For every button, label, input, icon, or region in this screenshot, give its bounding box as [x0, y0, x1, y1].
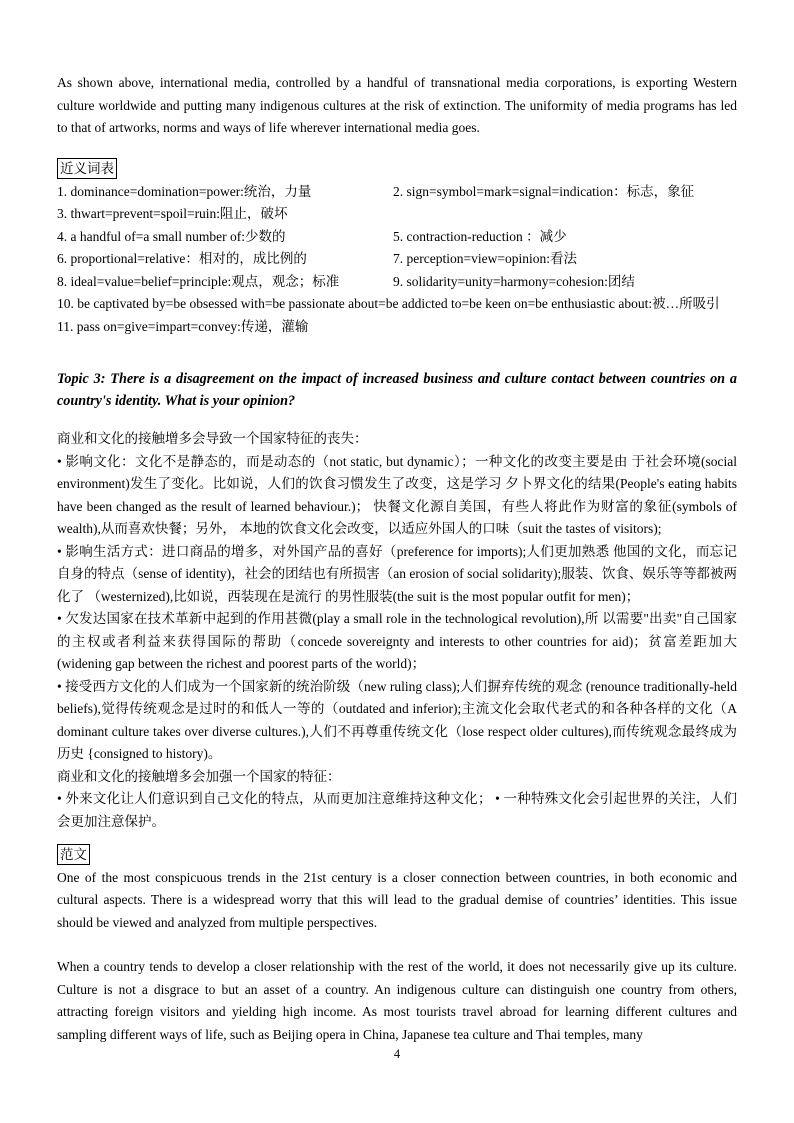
essay-paragraph-2: When a country tends to develop a closer relationship with the rest of the world, it does not necessarily give up its culture. Culture is not a disgrace to but an asset of a country. An indigenous culture can distinguish one country from others, attracting foreign visitors and yielding high income. As most tourists travel abroad for learning different cultures and sampling different ways of life, such as Beijing opera in China, Japanese tea culture and Thai temples, many	[57, 959, 737, 1042]
chinese-notes	[57, 428, 737, 833]
synonym-list	[57, 156, 737, 338]
synonym-item-4: 4. a handful of=a small number of:少数的	[57, 228, 286, 244]
synonym-item-5: 5. contraction-reduction ：减少	[393, 228, 567, 244]
synonym-item-6: 6. proportional=relative：相对的，成比例的	[57, 251, 307, 266]
note-bullet-culture: • 影响文化：文化不是静态的，而是动态的（not static, but dynamic）；一种文化的改变主要是由 于社会环境(social environment)发生了变化。比如说，人们的饮食习惯发生了改变，这是学习 夕卜界文化的结果(People's eating habits have been changed as the result of learned behaviour.)； 快餐文化源自美国，有些人将此作为财富的象征(symbols of wealth),从而喜欢快餐；另外， 本地的饮食文化会改变，以适应外国人的口味（suit the tastes of visitors);	[57, 453, 737, 536]
note-bullet-developing-countries: • 欠发达国家在技术革新中起到的作用甚微(play a small role in the technological revolution),所 以需要"出卖"自己国家的主权或者利益来获得国际的帮助（concede sovereignty and interests to other countries for aid)；贫富差距加大(widening gap between the richest and poorest parts of the world)；	[57, 611, 737, 671]
synonym-item-8: 8. ideal=value=belief=principle:观点，观念；标准	[57, 273, 340, 289]
intro-paragraph: As shown above, international media, controlled by a handful of transnational media corporations, is exporting Western culture worldwide and putting many indigenous cultures at the risk of extinction. The uniformity of media programs has led to that of artworks, norms and ways of life wherever international media goes.	[57, 75, 737, 135]
synonym-item-3: 3. thwart=prevent=spoil=ruin:阻止，破坏	[57, 206, 288, 221]
page-number: 4	[393, 1047, 401, 1061]
essay-heading: 范文	[57, 844, 90, 865]
synonym-heading: 近义词表	[57, 158, 117, 179]
model-essay	[57, 842, 737, 1046]
synonym-item-2: 2. sign=symbol=mark=signal=indication：标志，象征	[393, 183, 695, 199]
loss-intro: 商业和文化的接触增多会导致一个国家特征的丧失：	[57, 431, 368, 446]
topic-title: Topic 3: There is a disagreement on the impact of increased business and culture contact between countries on a country's identity. What is your opinion?	[57, 371, 737, 409]
note-bullet-strengthen: • 外来文化让人们意识到自己文化的特点，从而更加注意维持这种文化； • 一种特殊文化会引起世界的关注，人们会更加注意保护。	[57, 791, 737, 829]
synonym-item-11: 11. pass on=give=impart=convey:传递，灌输	[57, 318, 309, 334]
essay-paragraph-1: One of the most conspicuous trends in the 21st century is a closer connection between countries, in both economic and cultural aspects. There is a widespread worry that this will lead to the gradual demise of countries’ identities. This issue should be viewed and analyzed from multiple perspectives.	[57, 869, 737, 930]
note-bullet-lifestyle: • 影响生活方式：进口商品的增多，对外国产品的喜好（preference for imports);人们更加熟悉 他国的文化，而忘记自身的特点（sense of identity)，社会的团结也有所损害（an erosion of social solidarity);服装、饮食、娱乐等等都被两化了 （westernized),比如说，西装现在是流行 的男性服装(the suit is the most popular outfit for men)；	[57, 543, 737, 604]
note-bullet-ruling-class: • 接受西方文化的人们成为一个国家新的统治阶级（new ruling class);人们摒弃传统的观念 (renounce traditionally-held beliefs),觉得传统观念是过时的和低人一等的（outdated and inferior);主流文化会取代老式的和各种各样的文化（A dominant culture takes over diverse cultures.),人们不再尊重传统文化（lose respect older cultures),而传统观念最终成为历史 {consigned to history)。	[57, 678, 737, 761]
synonym-row	[57, 271, 737, 294]
strengthen-intro: 商业和文化的接触增多会加强一个国家的特征：	[57, 768, 341, 784]
synonym-item-7: 7. perception=view=opinion:看法	[393, 251, 577, 266]
synonym-item-10: 10. be captivated by=be obsessed with=be passionate about=be addicted to=be keen on=be enthusiastic about:被…所吸引	[57, 296, 720, 311]
synonym-row	[57, 248, 737, 271]
synonym-item-9: 9. solidarity=unity=harmony=cohesion:团结	[393, 273, 635, 289]
synonym-item-1: 1. dominance=domination=power:统治，力量	[57, 183, 312, 199]
synonym-row	[57, 226, 737, 249]
synonym-row	[57, 181, 737, 204]
